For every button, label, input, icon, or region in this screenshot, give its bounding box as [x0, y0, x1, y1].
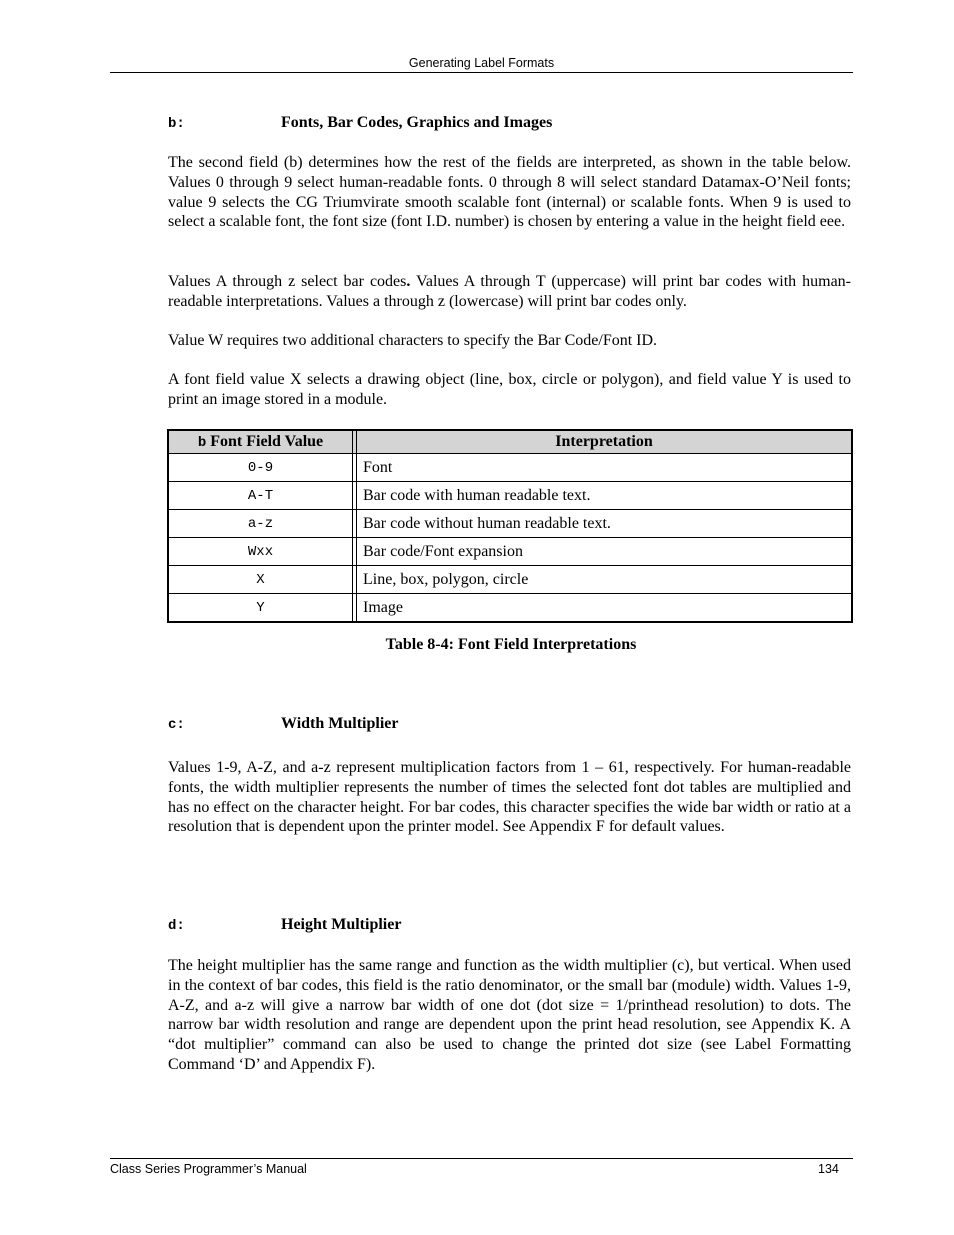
table-cell-value: 0-9: [168, 454, 353, 482]
table-cell-value: X: [168, 566, 353, 594]
table-row: [168, 482, 852, 510]
font-field-table: [167, 429, 853, 623]
section-b-paragraph-3: Value W requires two additional characters to specify the Bar Code/Font ID.: [168, 332, 658, 349]
section-b-paragraph-2-bold-period: .: [406, 273, 411, 290]
table-row: [168, 510, 852, 538]
table-cell-value: Wxx: [168, 538, 353, 566]
section-c-heading: [168, 714, 852, 735]
section-b-paragraph-2: [168, 272, 851, 312]
page-number: 134: [818, 1162, 839, 1176]
section-d-title: Height Multiplier: [281, 916, 402, 933]
header-rule: [110, 72, 853, 73]
section-d-heading: [168, 915, 852, 936]
table-cell-interpretation: Line, box, polygon, circle: [357, 566, 853, 594]
section-b-paragraph-2c: Values A through T (uppercase) will print bar codes with human-readable interpretations. Values a through z (lowercase) will print bar codes only.: [168, 273, 852, 310]
table-caption: Table 8-4: Font Field Interpretations: [385, 636, 637, 653]
section-b-paragraph-2a: Values A through z select bar codes: [168, 273, 407, 290]
section-d-code: d:: [168, 918, 185, 934]
running-header: Generating Label Formats: [408, 56, 555, 70]
section-b-title: Fonts, Bar Codes, Graphics and Images: [281, 114, 553, 131]
table-row: [168, 538, 852, 566]
section-b-heading: [168, 113, 852, 134]
table-header-row: [168, 430, 852, 454]
table-cell-interpretation: Bar code without human readable text.: [357, 510, 853, 538]
table-cell-interpretation: Bar code/Font expansion: [357, 538, 853, 566]
section-c-title: Width Multiplier: [281, 715, 399, 732]
table-cell-interpretation: Bar code with human readable text.: [357, 482, 853, 510]
column-header-label: Font Field Value: [206, 433, 324, 450]
table-row: [168, 454, 852, 482]
table-cell-value: A-T: [168, 482, 353, 510]
table-row: [168, 566, 852, 594]
table-cell-interpretation: Image: [357, 594, 853, 623]
table-cell-value: Y: [168, 594, 353, 623]
column-header-code: b: [197, 435, 207, 451]
section-d-paragraph: The height multiplier has the same range and function as the width multiplier (c), but vertical. When used in the context of bar codes, this field is the ratio denominator, or the small bar (module) width. Values 1-9, A-Z, and a-z will give a narrow bar width of one dot (dot size = 1/printhead resolution) to dots. The narrow bar width resolution and range are dependent upon the print head resolution, see Appendix K. A “dot multiplier” command can also be used to change the printed dot size (see Label Formatting Command ‘D’ and Appendix F).: [168, 957, 851, 1073]
table-cell-interpretation: Font: [357, 454, 853, 482]
column-header-interpretation: Interpretation: [357, 430, 853, 454]
section-c-paragraph: Values 1-9, A-Z, and a-z represent multiplication factors from 1 – 61, respectively. For human-readable fonts, the width multiplier represents the number of times the selected font dot tables are multiplied and has no effect on the character height. For bar codes, this character specifies the wide bar width or ratio at a resolution that is dependent upon the printer model. See Appendix F for default values.: [168, 759, 851, 836]
table-cell-value: a-z: [168, 510, 353, 538]
section-c-code: c:: [168, 717, 185, 733]
section-b-code: b:: [168, 116, 185, 132]
section-b-paragraph-4: A font field value X selects a drawing object (line, box, circle or polygon), and field value Y is used to print an image stored in a module.: [168, 371, 851, 408]
footer-manual-title: Class Series Programmer’s Manual: [110, 1162, 307, 1176]
column-header-font-field-value: [168, 430, 353, 454]
table-row: [168, 594, 852, 623]
section-b-paragraph-1: The second field (b) determines how the rest of the fields are interpreted, as shown in the table below. Values 0 through 9 select human-readable fonts. 0 through 8 will select standard Datamax-O’Neil fonts; value 9 selects the CG Triumvirate smooth scalable font (internal) or scalable fonts. When 9 is used to select a scalable font, the font size (font I.D. number) is chosen by entering a value in the height field eee.: [168, 154, 851, 231]
footer-rule: [110, 1158, 853, 1159]
